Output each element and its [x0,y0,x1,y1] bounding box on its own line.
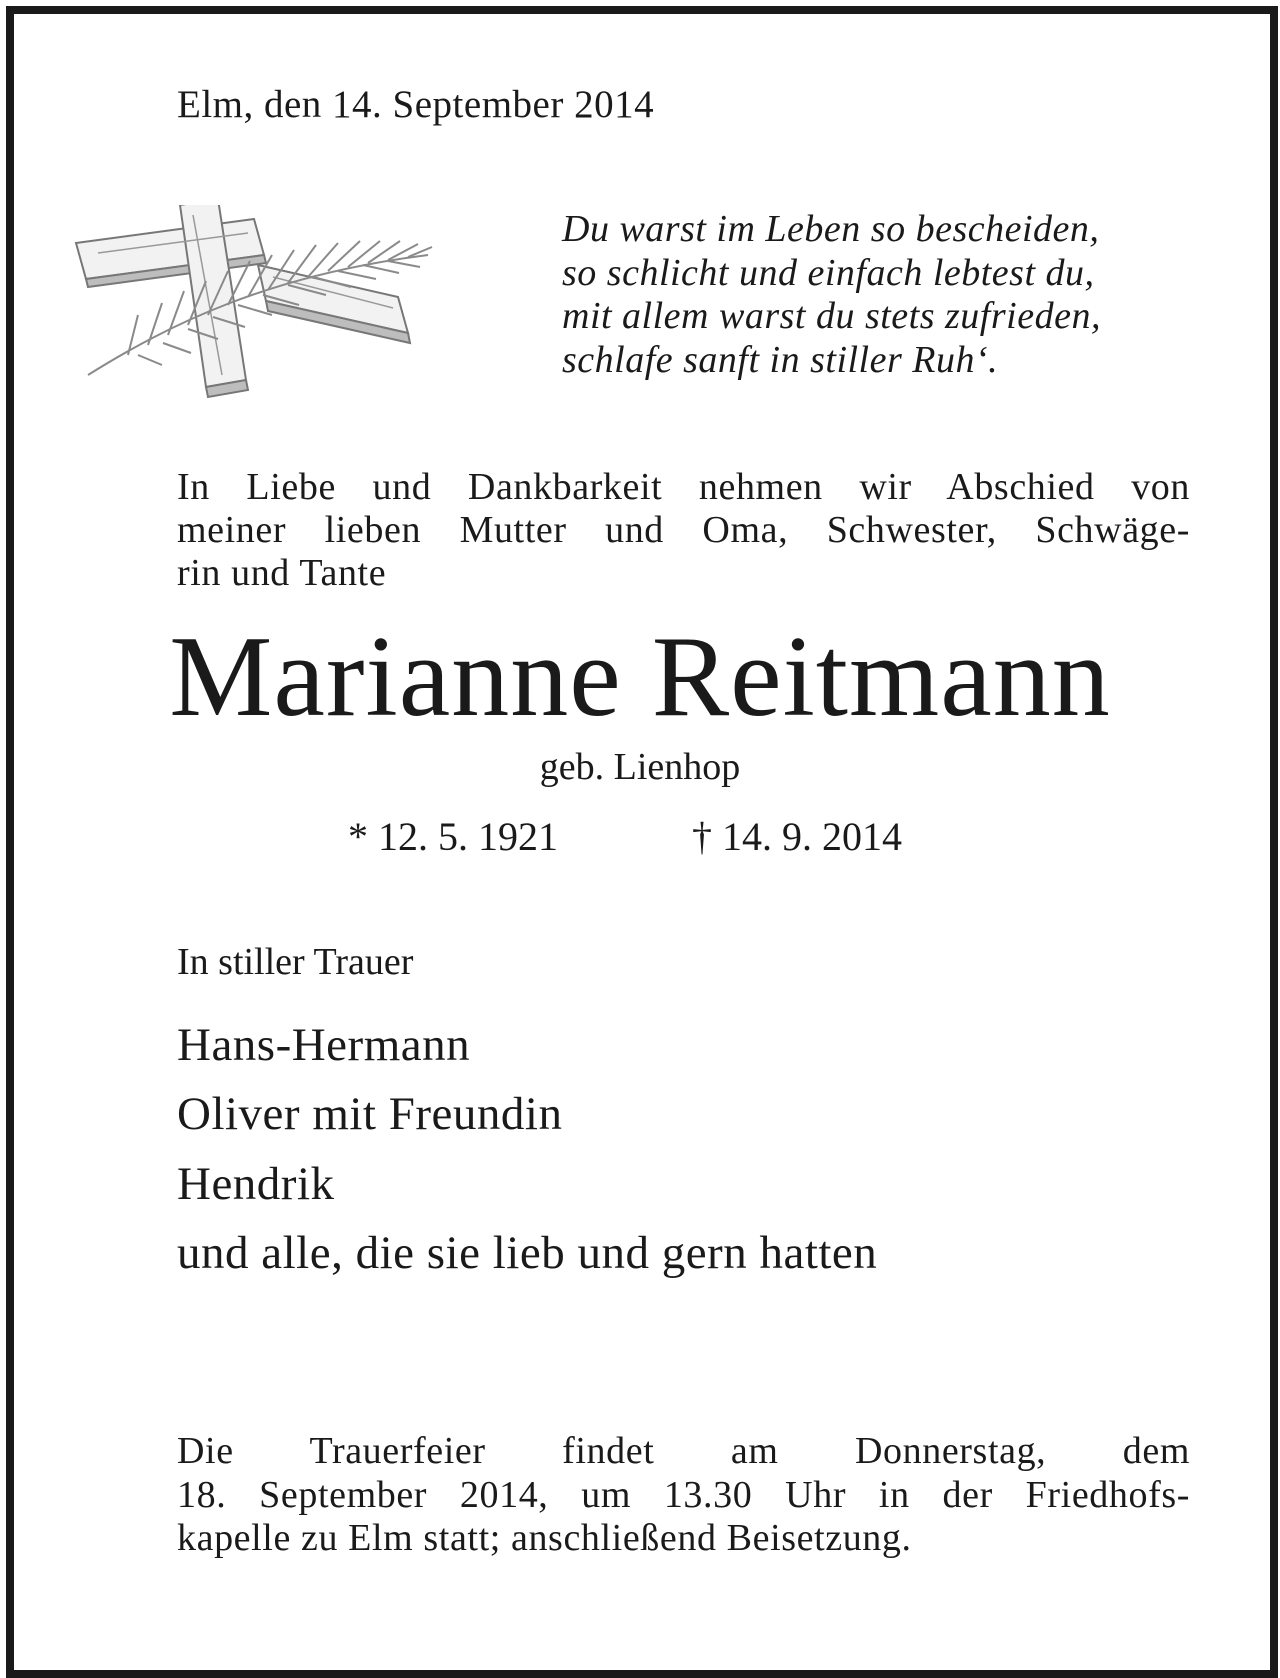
poem-line: Du warst im Leben so bescheiden, [562,208,1100,250]
mourner: Hans-Hermann [177,1019,471,1071]
mourner: und alle, die sie lieb und gern hatten [177,1227,878,1279]
maiden-name: geb. Lienhop [539,746,741,788]
service-details [177,1430,1190,1561]
intro-line: In Liebe und Dankbarkeit nehmen wir Abschied von [177,466,1190,508]
date-line: Elm, den 14. September 2014 [177,83,655,126]
intro-line: meiner lieben Mutter und Oma, Schwester, Schwäge- [177,509,1190,551]
service-line: Die Trauerfeier findet am Donnerstag, dem [177,1430,1190,1472]
death-date: † 14. 9. 2014 [692,814,902,859]
service-line: 18. September 2014, um 13.30 Uhr in der Friedhofs- [177,1473,1190,1516]
service-line: kapelle zu Elm statt; anschließend Beisetzung. [177,1517,912,1559]
mourner: Hendrik [177,1158,335,1210]
poem-line: so schlicht und einfach lebtest du, [562,251,1095,294]
poem-line: schlafe sanft in stiller Ruh‘. [562,338,999,381]
intro-text [177,466,1190,595]
cross-with-palm-frond-icon [68,205,468,405]
poem-line: mit allem warst du stets zufrieden, [562,295,1101,337]
mourner: Oliver mit Freundin [177,1088,563,1140]
birth-date: * 12. 5. 1921 [348,814,558,859]
deceased-name: Marianne Reitmann [169,613,1111,741]
mourning-label: In stiller Trauer [177,941,414,983]
intro-line: rin und Tante [177,552,387,594]
poem [562,208,1101,382]
